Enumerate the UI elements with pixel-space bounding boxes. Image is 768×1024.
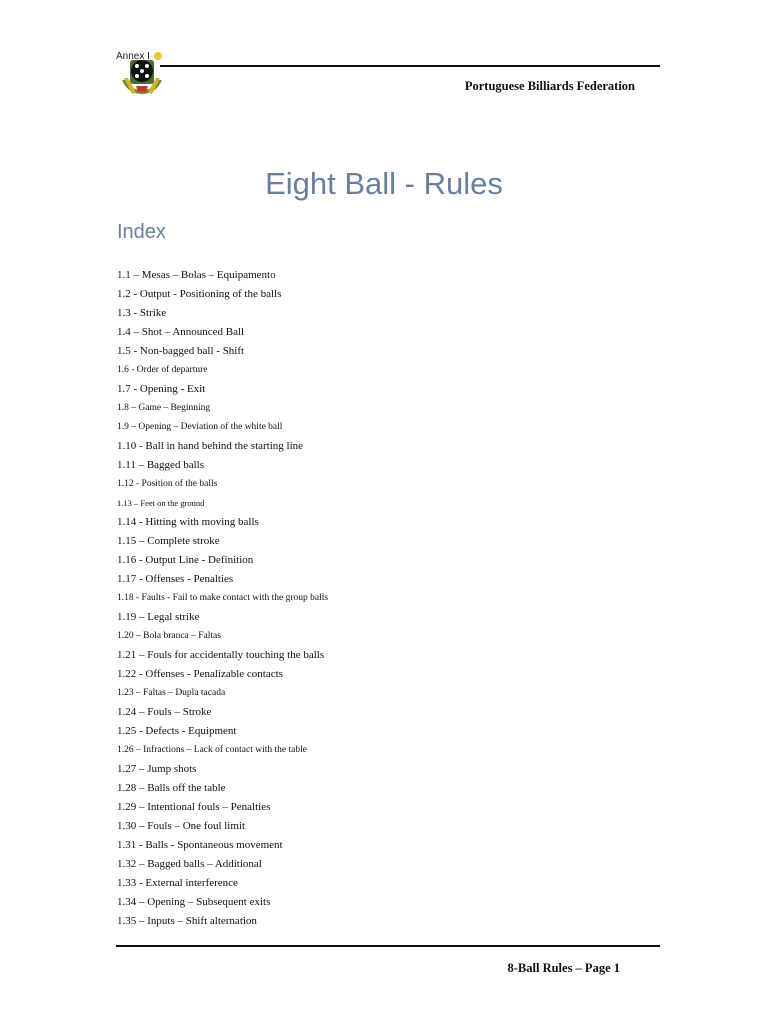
organization-name: Portuguese Billiards Federation xyxy=(464,79,635,93)
toc-entry: 1.22 - Offenses - Penalizable contacts xyxy=(117,668,283,680)
toc-entry: 1.26 – Infractions – Lack of contact with the table xyxy=(117,745,307,755)
toc-entry: 1.35 – Inputs – Shift alternation xyxy=(117,915,257,927)
toc-entry: 1.32 – Bagged balls – Additional xyxy=(117,858,262,870)
toc-entry: 1.15 – Complete stroke xyxy=(117,535,220,547)
toc-entry: 1.25 - Defects - Equipment xyxy=(117,725,237,737)
toc-entry: 1.31 - Balls - Spontaneous movement xyxy=(117,839,283,851)
toc-entry: 1.8 – Game – Beginning xyxy=(117,403,211,413)
toc-entry: 1.30 – Fouls – One foul limit xyxy=(117,820,246,832)
table-of-contents xyxy=(117,266,328,931)
toc-entry: 1.5 - Non-bagged ball - Shift xyxy=(117,345,245,357)
toc-entry: 1.14 - Hitting with moving balls xyxy=(117,516,259,528)
toc-entry: 1.13 – Feet on the ground xyxy=(117,498,205,508)
toc-entry: 1.6 - Order of departure xyxy=(117,365,208,375)
toc-entry: 1.19 – Legal strike xyxy=(117,611,200,623)
toc-entry: 1.16 - Output Line - Definition xyxy=(117,554,254,566)
toc-entry: 1.9 – Opening – Deviation of the white ball xyxy=(117,422,283,432)
toc-entry: 1.1 – Mesas – Bolas – Equipamento xyxy=(117,269,276,281)
toc-entry: 1.20 – Bola branca – Faltas xyxy=(117,631,221,641)
toc-entry: 1.4 – Shot – Announced Ball xyxy=(117,326,245,338)
toc-entry: 1.11 – Bagged balls xyxy=(117,459,204,471)
header-divider xyxy=(160,65,660,67)
toc-entry: 1.12 - Position of the balls xyxy=(117,479,218,489)
toc-entry: 1.3 - Strike xyxy=(117,307,167,319)
footer-page-label: 8-Ball Rules – Page 1 xyxy=(507,961,620,975)
toc-entry: 1.2 - Output - Positioning of the balls xyxy=(117,288,282,300)
toc-entry: 1.23 – Faltas – Dupla tacada xyxy=(117,688,226,698)
toc-entry: 1.29 – Intentional fouls – Penalties xyxy=(117,801,271,813)
annex-label: Annex I xyxy=(116,51,150,62)
footer-divider xyxy=(116,945,660,947)
document-title: Eight Ball - Rules xyxy=(265,166,503,201)
toc-entry: 1.17 - Offenses - Penalties xyxy=(117,573,234,585)
index-heading: Index xyxy=(117,221,166,243)
toc-entry: 1.10 - Ball in hand behind the starting line xyxy=(117,440,304,452)
toc-entry: 1.33 - External interference xyxy=(117,877,238,889)
toc-entry: 1.18 - Faults - Fail to make contact with the group balls xyxy=(117,593,329,603)
toc-entry: 1.21 – Fouls for accidentally touching the balls xyxy=(117,649,325,661)
toc-entry: 1.27 – Jump shots xyxy=(117,763,197,775)
toc-entry: 1.24 – Fouls – Stroke xyxy=(117,706,212,718)
toc-entry: 1.34 – Opening – Subsequent exits xyxy=(117,896,271,908)
toc-entry: 1.7 - Opening - Exit xyxy=(117,383,206,395)
toc-entry: 1.28 – Balls off the table xyxy=(117,782,226,794)
